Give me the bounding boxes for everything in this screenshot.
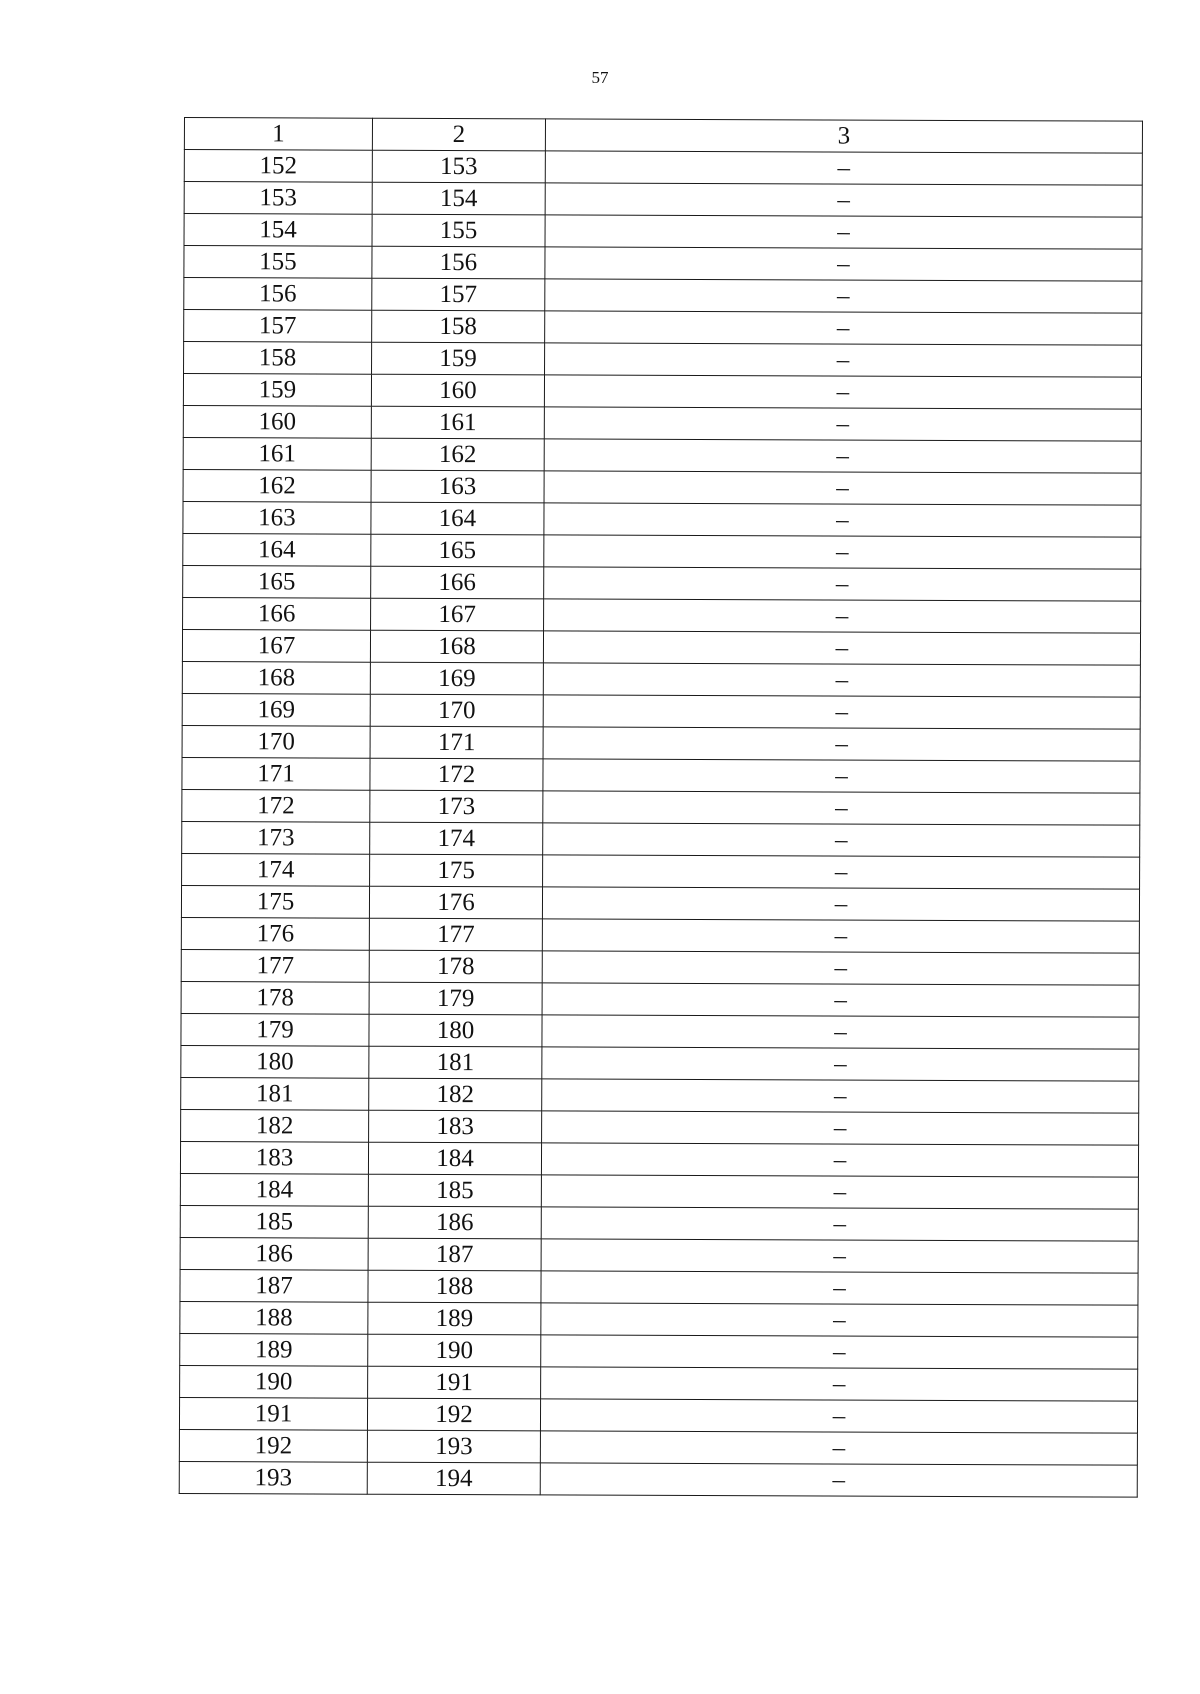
- table-cell-col-1: 159: [183, 374, 371, 407]
- table-cell-col-3: –: [542, 1047, 1139, 1081]
- table-row: [181, 949, 1139, 985]
- table-cell-col-1: 179: [181, 1013, 369, 1046]
- table-cell-col-2: 170: [370, 694, 543, 727]
- table-cell-col-1: 188: [180, 1301, 368, 1334]
- table-row: [179, 1429, 1137, 1465]
- table-cell-col-1: 158: [184, 342, 372, 375]
- table-row: [184, 214, 1142, 250]
- table-cell-col-1: 170: [182, 725, 370, 758]
- table-row: [184, 310, 1142, 346]
- table-cell-col-1: 178: [181, 981, 369, 1014]
- table-row: [180, 1237, 1138, 1273]
- table-cell-col-3: –: [541, 1207, 1138, 1241]
- table-row: [180, 1269, 1138, 1305]
- table-cell-col-2: 190: [368, 1334, 541, 1367]
- header-cell-col-3: 3: [545, 119, 1142, 153]
- table-cell-col-1: 165: [183, 565, 371, 598]
- table-row: [183, 533, 1141, 569]
- table-cell-col-3: –: [543, 823, 1140, 857]
- table-cell-col-1: 172: [182, 789, 370, 822]
- table-cell-col-2: 168: [370, 630, 543, 663]
- table-cell-col-2: 159: [372, 342, 545, 375]
- table-row: [179, 1397, 1137, 1433]
- table-row: [183, 437, 1141, 473]
- table-cell-col-1: 171: [182, 757, 370, 790]
- table-cell-col-2: 180: [369, 1014, 542, 1047]
- table-row: [181, 1045, 1139, 1081]
- table-cell-col-3: –: [544, 375, 1141, 409]
- table-row: [181, 1013, 1139, 1049]
- table-cell-col-1: 183: [180, 1141, 368, 1174]
- table-cell-col-2: 160: [371, 374, 544, 407]
- table-cell-col-2: 173: [370, 790, 543, 823]
- table-cell-col-2: 187: [368, 1238, 541, 1271]
- table-cell-col-2: 169: [370, 662, 543, 695]
- table-cell-col-2: 193: [367, 1430, 540, 1463]
- table-cell-col-3: –: [545, 343, 1142, 377]
- table-cell-col-3: –: [543, 855, 1140, 889]
- table-cell-col-3: –: [545, 311, 1142, 345]
- table-cell-col-3: –: [544, 407, 1141, 441]
- table-row: [179, 1461, 1137, 1497]
- table-row: [184, 278, 1142, 314]
- table-cell-col-3: –: [543, 759, 1140, 793]
- table-row: [180, 1333, 1138, 1369]
- table-cell-col-1: 169: [182, 693, 370, 726]
- table-cell-col-2: 192: [367, 1398, 540, 1431]
- data-table: [179, 117, 1143, 1498]
- table-cell-col-1: 173: [182, 821, 370, 854]
- table-cell-col-3: –: [541, 1143, 1138, 1177]
- table-cell-col-3: –: [541, 1303, 1138, 1337]
- table-cell-col-3: –: [543, 695, 1140, 729]
- table-row: [182, 693, 1140, 729]
- table-cell-col-3: –: [542, 1079, 1139, 1113]
- table-cell-col-3: –: [543, 631, 1140, 665]
- table-cell-col-2: 189: [368, 1302, 541, 1335]
- table-cell-col-1: 186: [180, 1237, 368, 1270]
- table-cell-col-3: –: [545, 279, 1142, 313]
- table-cell-col-2: 161: [371, 406, 544, 439]
- table-row: [184, 246, 1142, 282]
- table-row: [183, 374, 1141, 410]
- table-cell-col-2: 186: [368, 1206, 541, 1239]
- table-cell-col-1: 164: [183, 533, 371, 566]
- table-cell-col-1: 163: [183, 501, 371, 534]
- header-cell-col-1: 1: [184, 118, 372, 151]
- table-cell-col-3: –: [542, 951, 1139, 985]
- table-cell-col-3: –: [544, 567, 1141, 601]
- table-cell-col-2: 166: [371, 566, 544, 599]
- table-cell-col-2: 167: [371, 598, 544, 631]
- table-row: [180, 1205, 1138, 1241]
- table-cell-col-1: 175: [181, 885, 369, 918]
- table-cell-col-3: –: [541, 1335, 1138, 1369]
- table-row: [182, 789, 1140, 825]
- table-cell-col-3: –: [542, 887, 1139, 921]
- table-cell-col-3: –: [545, 183, 1142, 217]
- table-row: [183, 405, 1141, 441]
- header-cell-col-2: 2: [372, 118, 545, 151]
- table-cell-col-1: 152: [184, 150, 372, 183]
- table-cell-col-3: –: [541, 1367, 1138, 1401]
- table-cell-col-1: 182: [181, 1109, 369, 1142]
- table-cell-col-1: 157: [184, 310, 372, 343]
- table-cell-col-1: 180: [181, 1045, 369, 1078]
- table-cell-col-1: 174: [182, 853, 370, 886]
- table-row: [183, 597, 1141, 633]
- table-cell-col-1: 153: [184, 182, 372, 215]
- table-cell-col-1: 154: [184, 214, 372, 247]
- table-row: [183, 469, 1141, 505]
- table-cell-col-3: –: [541, 1239, 1138, 1273]
- table-cell-col-1: 162: [183, 469, 371, 502]
- table-cell-col-2: 176: [369, 886, 542, 919]
- table-cell-col-3: –: [540, 1399, 1137, 1433]
- table-row: [184, 150, 1142, 186]
- table-cell-col-2: 175: [370, 854, 543, 887]
- table-cell-col-2: 194: [367, 1462, 540, 1495]
- page-number: 57: [591, 68, 609, 87]
- table-cell-col-2: 183: [369, 1110, 542, 1143]
- table-cell-col-2: 182: [369, 1078, 542, 1111]
- table-cell-col-1: 184: [180, 1173, 368, 1206]
- table-row: [184, 342, 1142, 378]
- table-cell-col-1: 191: [179, 1397, 367, 1430]
- table-cell-col-2: 156: [372, 246, 545, 279]
- table-row: [181, 885, 1139, 921]
- table-cell-col-2: 188: [368, 1270, 541, 1303]
- table-cell-col-2: 181: [369, 1046, 542, 1079]
- table-cell-col-2: 155: [372, 214, 545, 247]
- table-cell-col-1: 190: [180, 1365, 368, 1398]
- table-cell-col-1: 181: [181, 1077, 369, 1110]
- table-row: [184, 182, 1142, 218]
- table-cell-col-2: 163: [371, 470, 544, 503]
- table-row: [180, 1141, 1138, 1177]
- table-cell-col-1: 185: [180, 1205, 368, 1238]
- table-cell-col-3: –: [541, 1175, 1138, 1209]
- table-cell-col-3: –: [542, 919, 1139, 953]
- table-cell-col-1: 176: [181, 917, 369, 950]
- table-cell-col-2: 158: [372, 310, 545, 343]
- table-cell-col-3: –: [543, 791, 1140, 825]
- table-header-row: [184, 118, 1142, 154]
- table-row: [182, 725, 1140, 761]
- table-cell-col-2: 178: [369, 950, 542, 983]
- table-cell-col-2: 174: [370, 822, 543, 855]
- table-cell-col-3: –: [545, 247, 1142, 281]
- table-row: [180, 1301, 1138, 1337]
- table-row: [183, 501, 1141, 537]
- table-cell-col-3: –: [542, 1111, 1139, 1145]
- table-cell-col-3: –: [544, 439, 1141, 473]
- table-row: [182, 629, 1140, 665]
- table-cell-col-2: 191: [368, 1366, 541, 1399]
- table-cell-col-3: –: [545, 151, 1142, 185]
- table-cell-col-3: –: [544, 503, 1141, 537]
- table-cell-col-1: 167: [182, 629, 370, 662]
- table-cell-col-3: –: [540, 1463, 1137, 1497]
- table-cell-col-2: 185: [368, 1174, 541, 1207]
- table-cell-col-2: 165: [371, 534, 544, 567]
- table-cell-col-2: 154: [372, 182, 545, 215]
- table-cell-col-3: –: [543, 727, 1140, 761]
- table-row: [181, 1077, 1139, 1113]
- table-row: [183, 565, 1141, 601]
- table-row: [181, 1109, 1139, 1145]
- table-cell-col-3: –: [543, 663, 1140, 697]
- table-cell-col-2: 172: [370, 758, 543, 791]
- table-row: [180, 1365, 1138, 1401]
- table-cell-col-3: –: [544, 599, 1141, 633]
- table-cell-col-1: 160: [183, 405, 371, 438]
- table-row: [182, 661, 1140, 697]
- table-cell-col-1: 155: [184, 246, 372, 279]
- table-body: [179, 118, 1142, 1498]
- table-cell-col-3: –: [542, 1015, 1139, 1049]
- table-cell-col-3: –: [545, 215, 1142, 249]
- table-cell-col-1: 189: [180, 1333, 368, 1366]
- table-cell-col-3: –: [542, 983, 1139, 1017]
- table-cell-col-2: 157: [372, 278, 545, 311]
- table-row: [182, 821, 1140, 857]
- table-cell-col-1: 166: [183, 597, 371, 630]
- table-cell-col-3: –: [540, 1431, 1137, 1465]
- table-cell-col-1: 192: [179, 1429, 367, 1462]
- table-cell-col-1: 187: [180, 1269, 368, 1302]
- table-cell-col-3: –: [544, 535, 1141, 569]
- table-cell-col-2: 171: [370, 726, 543, 759]
- table-cell-col-1: 161: [183, 437, 371, 470]
- table-row: [180, 1173, 1138, 1209]
- table-cell-col-2: 162: [371, 438, 544, 471]
- table-cell-col-2: 153: [372, 150, 545, 183]
- table-cell-col-1: 193: [179, 1461, 367, 1494]
- table-cell-col-3: –: [544, 471, 1141, 505]
- table-row: [181, 917, 1139, 953]
- table-row: [182, 853, 1140, 889]
- table-cell-col-3: –: [541, 1271, 1138, 1305]
- table-cell-col-2: 184: [368, 1142, 541, 1175]
- table-cell-col-2: 177: [369, 918, 542, 951]
- table-row: [181, 981, 1139, 1017]
- table-cell-col-1: 177: [181, 949, 369, 982]
- table-cell-col-2: 179: [369, 982, 542, 1015]
- table-cell-col-1: 156: [184, 278, 372, 311]
- table-cell-col-2: 164: [371, 502, 544, 535]
- table-row: [182, 757, 1140, 793]
- table-cell-col-1: 168: [182, 661, 370, 694]
